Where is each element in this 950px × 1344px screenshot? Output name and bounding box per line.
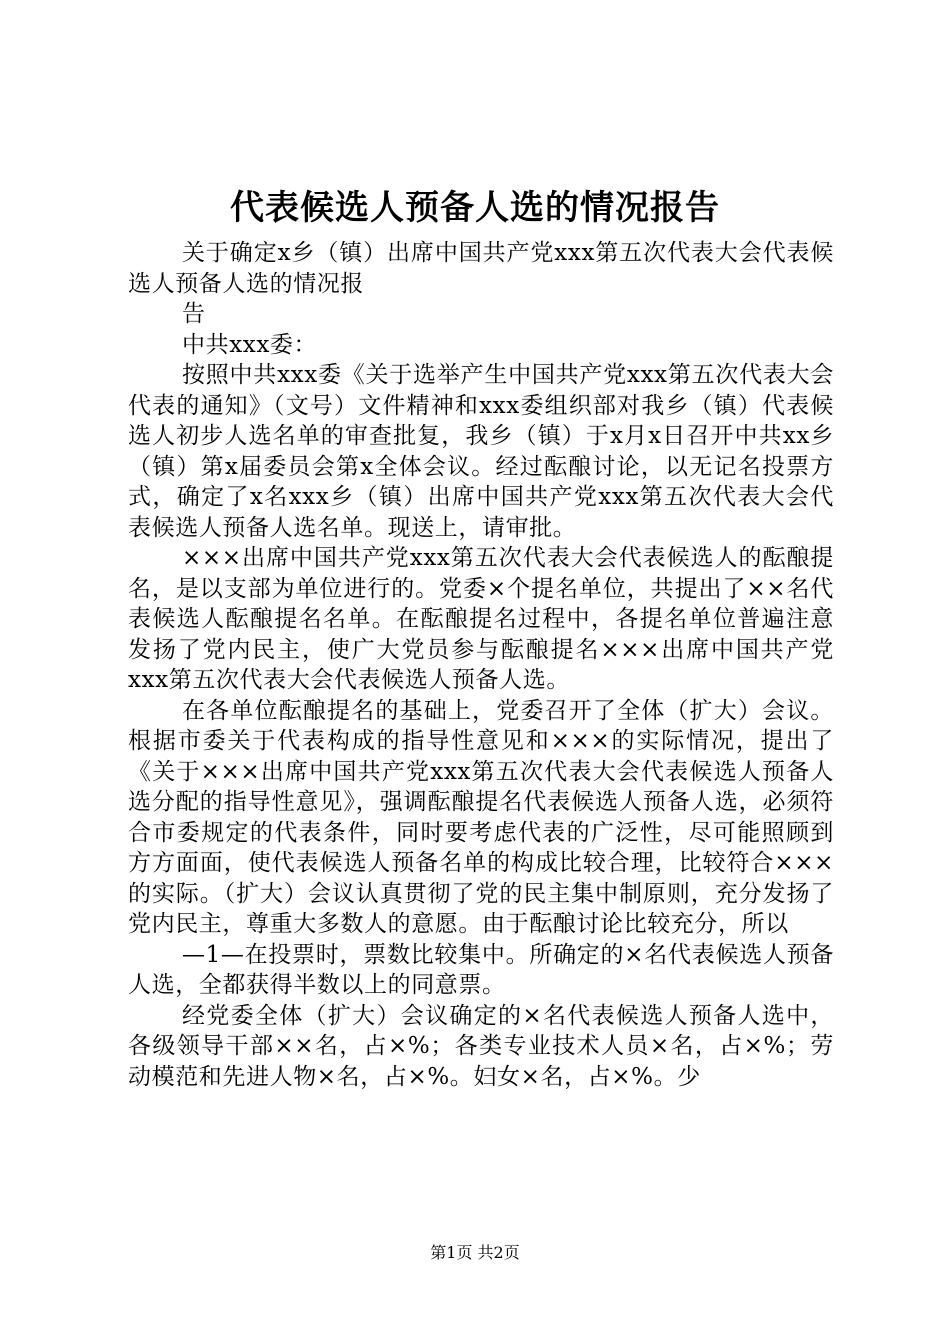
body-paragraph: —1—在投票时，票数比较集中。所确定的×名代表候选人预备人选，全都获得半数以上的同意票。 [128, 941, 834, 998]
body-paragraph: 经党委全体（扩大）会议确定的×名代表候选人预备人选中，各级领导干部××名，占×%；各类专业技术人员×名，占×%；劳动模范和先进人物×名，占×%。妇女×名，占×%。少 [128, 1002, 834, 1090]
body-paragraph: ×××出席中国共产党xxx第五次代表大会代表候选人的酝酿提名，是以支部为单位进行的。党委×个提名单位，共提出了××名代表候选人酝酿提名名单。在酝酿提名过程中，各提名单位普遍注意发扬了党内民主，使广大党员参与酝酿提名×××出席中国共产党xxx第五次代表大会代表候选人预备人选。 [128, 545, 834, 693]
document-body [128, 238, 834, 1092]
body-paragraph: 在各单位酝酿提名的基础上，党委召开了全体（扩大）会议。根据市委关于代表构成的指导性意见和×××的实际情况，提出了《关于×××出席中国共产党xxx第五次代表大会代表候选人预备人选分配的指导性意见》，强调酝酿提名代表候选人预备人选，必须符合市委规定的代表条件，同时要考虑代表的广泛性，尽可能照顾到方方面面，使代表候选人预备名单的构成比较合理，比较符合×××的实际。（扩大）会议认真贯彻了党的民主集中制原则，充分发扬了党内民主，尊重大多数人的意愿。由于酝酿讨论比较充分，所以 [128, 697, 834, 937]
document-title: 代表候选人预备人选的情况报告 [230, 188, 720, 228]
subtitle-line-continued: 告 [182, 301, 206, 327]
page-number-footer: 第1页 共2页 [430, 1243, 520, 1262]
salutation: 中共xxx委： [182, 331, 318, 358]
body-paragraph: 按照中共xxx委《关于选举产生中国共产党xxx第五次代表大会代表的通知》（文号）文件精神和xxx委组织部对我乡（镇）代表候选人初步人选名单的审查批复，我乡（镇）于x月x日召开中共xx乡（镇）第x届委员会第x全体会议。经过酝酿讨论，以无记名投票方式，确定了x名xxx乡（镇）出席中国共产党xxx第五次代表大会代表候选人预备人选名单。现送上，请审批。 [128, 362, 835, 541]
subtitle-line: 关于确定x乡（镇）出席中国共产党xxx第五次代表大会代表候选人预备人选的情况报 [128, 240, 834, 297]
